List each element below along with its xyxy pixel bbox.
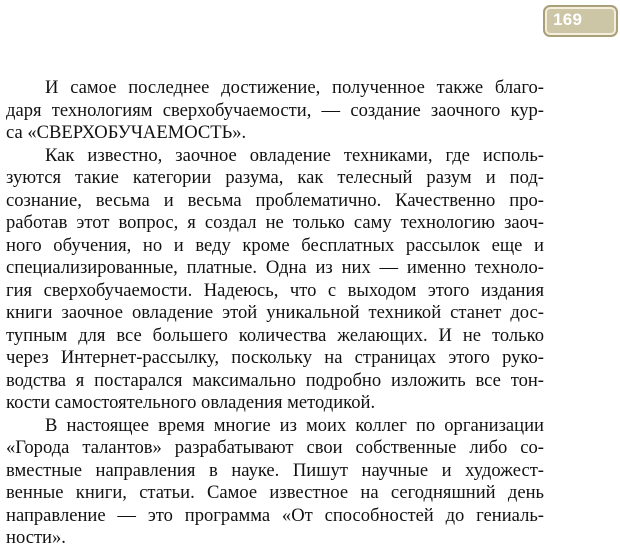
paragraph-2-line-10: через Интернет-рассылку, поскольку на страницах этого руко- [6, 347, 544, 369]
paragraph-1-line-3: са «СВЕРХОБУЧАЕМОСТЬ». [6, 122, 247, 144]
paragraph-3-line-1: В настоящее время многие из моих коллег по организации [45, 414, 544, 436]
paragraph-3-line-3: вместные направления в науке. Пишут научные и художест- [6, 459, 544, 481]
paragraph-2-line-5: ного обучения, но и веду кроме бесплатных рассылок еще и [6, 234, 544, 256]
paragraph-1-line-1: И самое последнее достижение, полученное также благо- [45, 77, 544, 98]
paragraph-2-line-9: тупным для все большего количества желающих. И не только [6, 324, 544, 346]
paragraph-2-line-8: книги заочное овладение этой уникальной техникой станет дос- [6, 302, 544, 324]
page-number: 169 [553, 10, 583, 29]
paragraph-2-line-3: сознание, весьма и весьма проблематично. Качественно про- [6, 189, 544, 211]
paragraph-1-line-2: даря технологиям сверхобучаемости, — создание заочного кур- [6, 99, 544, 121]
paragraph-2-line-2: зуются такие категории разума, как телесный разум и под- [6, 167, 544, 189]
paragraph-2-line-12: кости самостоятельного овладения методикой. [6, 392, 376, 414]
paragraph-2-line-6: специализированные, платные. Одна из них — именно техноло- [6, 257, 544, 279]
paragraph-3-line-4: венные книги, статьи. Самое известное на сегодняшний день [6, 482, 544, 504]
paragraph-3-line-6: ности». [6, 527, 66, 549]
paragraph-3-line-5: направление — это программа «От способностей до гениаль- [6, 504, 544, 526]
paragraph-3-line-2: «Города талантов» разрабатывают свои собственные либо со- [6, 437, 544, 459]
paragraph-2-line-11: водства я постарался максимально подробно изложить все тон- [6, 369, 544, 391]
paragraph-2-line-4: работав этот вопрос, я создал не только саму технологию заоч- [6, 212, 544, 234]
paragraph-2-line-1: Как известно, заочное овладение техниками, где исполь- [45, 144, 544, 166]
paragraph-2-line-7: гия сверхобучаемости. Надеюсь, что с выходом этого издания [6, 279, 544, 301]
